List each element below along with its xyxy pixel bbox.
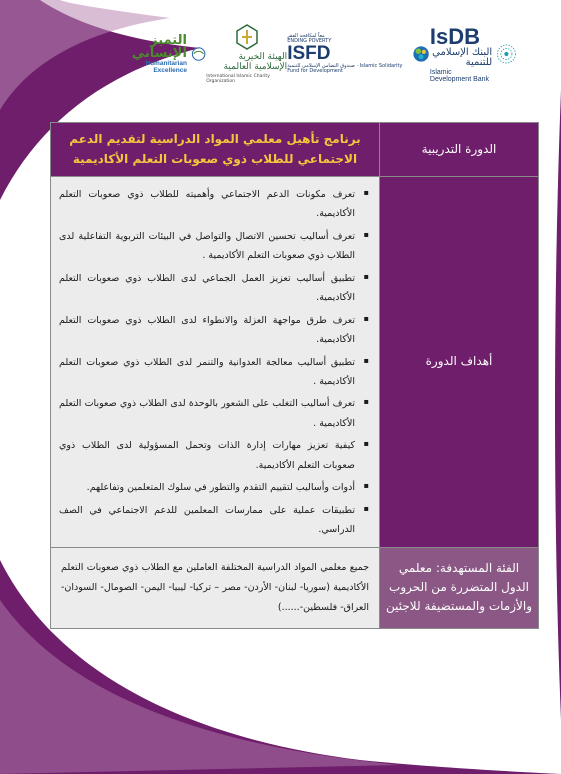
course-table [50, 122, 539, 629]
isfd-tagline: ENDING POVERTY [287, 37, 332, 44]
course-title: برنامج تأهيل معلمي المواد الدراسية لتقديم الدعم الاجتماعي للطلاب ذوي صعوبات التعلم الأكاديمية [51, 123, 380, 177]
objectives-cell [51, 176, 380, 547]
course-row [51, 123, 539, 177]
isfd-logo [287, 34, 430, 75]
isdb-logo [430, 25, 517, 84]
bullet-icon: ▪ [363, 187, 369, 197]
list-item: ▪ تطبيق أساليب معالجة العدوانية والتنمر لدى الطلاب ذوي صعوبات التعلم الأكاديمية . [59, 353, 369, 392]
list-item: ▪ تعرف أساليب تحسين الاتصال والتواصل في البيئات التربوية التفاعلية لدى الطلاب ذوي صعوبات التعلم الأكاديمية . [59, 227, 369, 266]
list-item: ▪ تطبيق أساليب تعزيز العمل الجماعي لدى الطلاب ذوي صعوبات التعلم الأكاديمية. [59, 269, 369, 308]
target-row [51, 547, 539, 628]
iico-emblem-icon [235, 24, 259, 50]
isfd-top-line: معاً لمكافحة الفقر [287, 32, 325, 39]
list-item: ▪ تعرف مكونات الدعم الاجتماعي وأهميته للطلاب ذوي صعوبات التعلم الأكاديمية. [59, 185, 369, 224]
iico-logo [206, 24, 287, 84]
list-item: ▪ تعرف طرق مواجهة العزلة والانطواء لدى الطلاب ذوي صعوبات التعلم الأكاديمية. [59, 311, 369, 350]
bullet-icon: ▪ [363, 481, 369, 491]
isfd-subtitle: صندوق التضامن الإسلامي للتنمية · Islamic Solidarity Fund for Development [287, 62, 403, 75]
objectives-list [59, 185, 369, 540]
objectives-label: أهداف الدورة [380, 176, 539, 547]
bullet-icon: ▪ [363, 229, 369, 239]
bullet-icon: ▪ [363, 355, 369, 365]
isdb-title: IsDB [429, 23, 481, 49]
bullet-icon: ▪ [363, 503, 369, 513]
isfd-leaf-icon [412, 41, 430, 67]
partner-logos-bar [120, 22, 517, 86]
iico-english-name: International Islamic Charity Organization [206, 74, 270, 84]
isdb-globe-icon [496, 39, 517, 69]
humanitarian-globe-icon [191, 43, 206, 65]
bullet-icon: ▪ [363, 439, 369, 449]
bullet-icon: ▪ [363, 313, 369, 323]
target-label: الفئة المستهدفة: معلمي الدول المتضررة من الحروب والأزمات والمستضيفة للاجئين [380, 547, 539, 628]
humanitarian-excellence-logo [120, 34, 206, 75]
iico-arabic-name: الهيئة الخيرية الإسلامية العالمية [223, 52, 288, 72]
target-text: جميع معلمي المواد الدراسية المختلفة العاملين مع الطلاب ذوي صعوبات التعلم الأكاديمية (سوريا- لبنان- الأردن- مصر – تركيا- ليبيا- اليمن- الصومال- السودان- العراق- فلسطين-......) [51, 547, 380, 628]
list-item: ▪ أدوات وأساليب لتقييم التقدم والتطور في سلوك المتعلمين وتفاعلهم. [59, 478, 369, 497]
course-label: الدورة التدريبية [380, 123, 539, 177]
isdb-arabic-name: البنك الإسلامي للتنمية [432, 46, 493, 69]
isdb-english-name: Islamic Development Bank [429, 68, 490, 84]
isfd-title: ISFD [287, 43, 331, 65]
list-item: ▪ تطبيقات عملية على ممارسات المعلمين للدعم الاجتماعي في الصف الدراسي. [59, 501, 369, 540]
bullet-icon: ▪ [363, 271, 369, 281]
list-item: ▪ كيفية تعزيز مهارات إدارة الذات وتحمل المسؤولية لدى الطلاب ذوي صعوبات التعلم الأكاديمية. [59, 436, 369, 475]
humanitarian-arabic-name: التميز الإنساني [131, 32, 187, 62]
list-item: ▪ تعرف أساليب التغلب على الشعور بالوحدة لدى الطلاب ذوي صعوبات التعلم الأكاديمية . [59, 394, 369, 433]
bullet-icon: ▪ [363, 397, 369, 407]
humanitarian-english-name: Humanitarian Excellence [145, 59, 187, 74]
objectives-row [51, 176, 539, 547]
